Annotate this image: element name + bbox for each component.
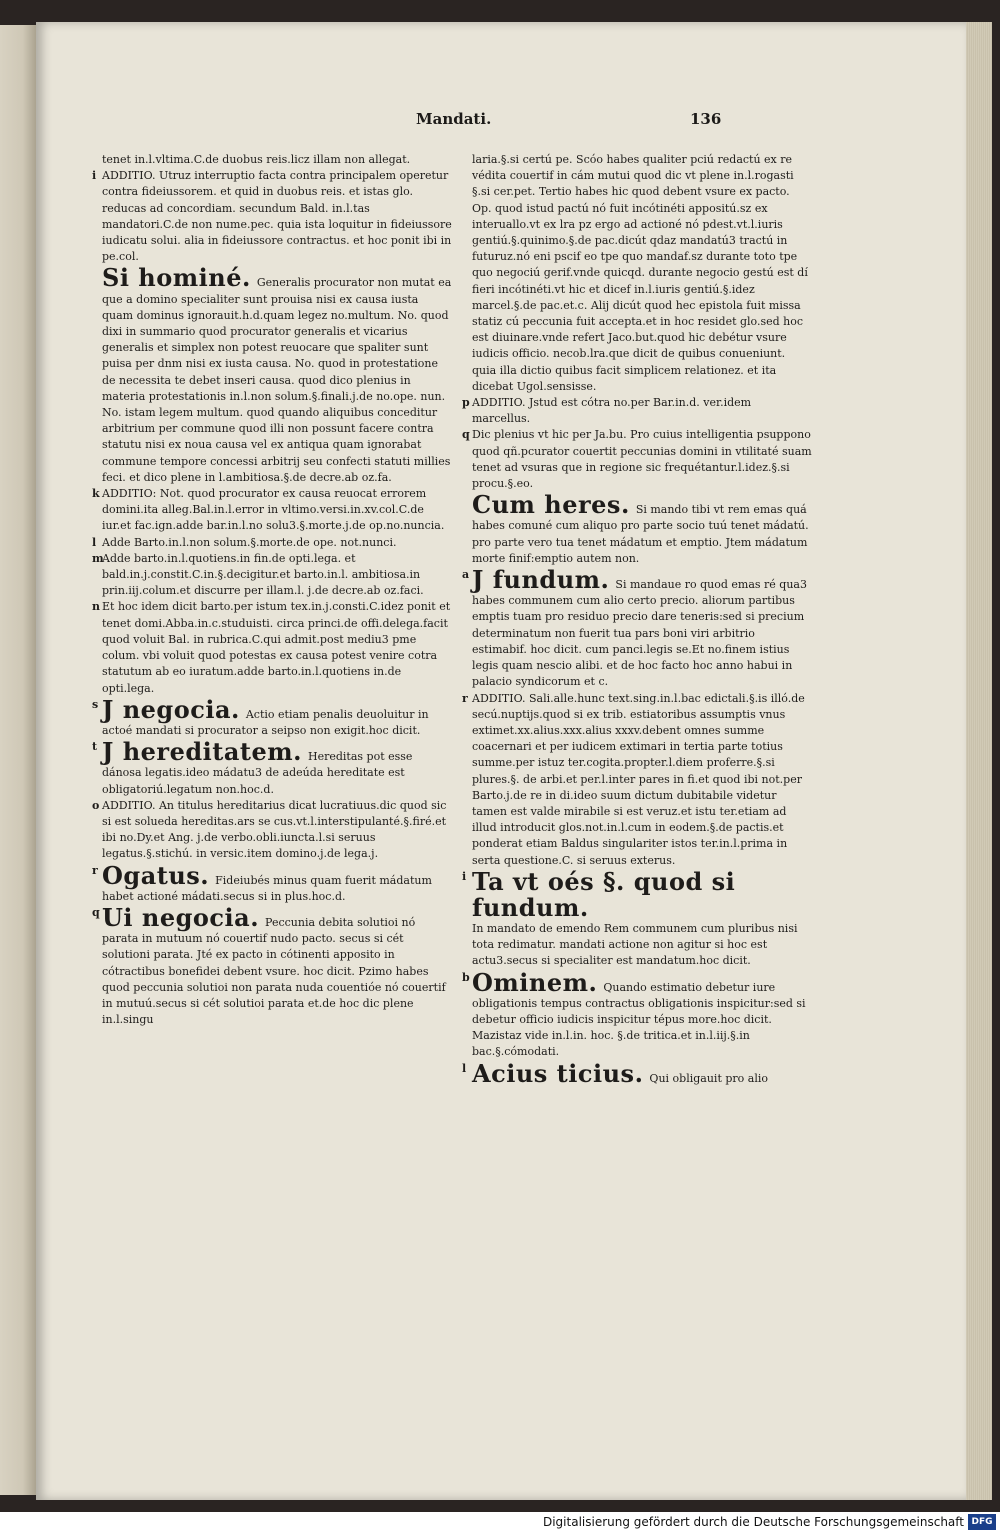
paragraph (462, 691, 812, 869)
right-text-column (462, 152, 812, 1088)
footer-credit: Digitalisierung gefördert durch die Deutsche Forschungsgemeinschaft (542, 1515, 964, 1529)
lemma-heading: Ui negocia. (102, 902, 260, 932)
book-page (36, 22, 966, 1500)
gloss-text: ADDITIO. Sali.alle.hunc text.sing.in.l.bac edictali.§.is illó.de secú.nuptijs.quod si ex trib. estiatoribus assumptis vnus extimet.xx.alius.xxx.alius xxxv.debent omnes summe coacernari et per iudicem extimari in tertia parte totius summe.per istuz ter.cogita.propter.l.diem proferre.§.si plures.§. de arbi.et per.l.inter pares in fi.et quod ibi not.per Barto.j.de re in di.ideo suum dictum dubitabile videtur tamen est valde mirabile si est veruz.et istu ter.etiam ad illud introducit glos.not.in.l.cum in eodem.§.de pactis.et ponderat etiam Baldus singulariter istos ter.in.l.prima in serta questione.C. si seruus exterus. (472, 691, 805, 867)
paragraph (472, 492, 812, 567)
gloss-text: Fideiubés minus quam fuerit mádatum habet actioné mádati.secus si in plus.hoc.d. (102, 873, 432, 903)
gloss-text: ADDITIO. An titulus hereditarius dicat lucratiuus.dic quod sic si est solueda hereditas.ars se cus.vt.l.interstipulanté.§.firé.et ibi no.Dy.et Ang. j.de verbo.obli.iuncta.l.si seruus legatus.§.stichú. in versic.item domino.j.de lega.j. (102, 798, 447, 861)
gloss-text: ADDITIO. Jstud est cótra no.per Bar.in.d. ver.idem marcellus. (472, 396, 752, 426)
gloss-text: Si mando tibi vt rem emas quá habes comuné cum aliquo pro parte socio tuú tenet mádatú. pro parte vero tua tenet mádatum et emptio. Jtem mádatum morte finif:emptio autem non. (472, 503, 809, 565)
lemma-heading: J negocia. (102, 694, 240, 724)
note-marker: l (462, 1061, 467, 1075)
gloss-text: laria.§.si certú pe. Scóo habes qualiter pciú redactú ex re védita couertif in cám mutui quod dic vt plene in.l.rogasti §.si cer.pet. Tertio habes hic quod debent vsure ex pacto. Op. quod istud pactú nó fuit incótinéti appositú.sz ex interuallo.vt ex lra pz ergo ad actioné nó pdest.vt.l.iuris gentiú.§.quinimo.§.de pac.dicút qdaz mandatú3 tractú in futuruz.nó eni pscif eo tpe quo mandaf.sz durante toto tpe quo negociú gerif.vnde quicqd. durante negocio gestú est dí fieri incótinéti.vt hic et dicef in.l.iuris gentiú.§.idez marcel.§.de pac.et.c. Alij dicút quod hec epistola fuit missa statiz cú peccunia fuit accepta.et in hoc residet glo.sed hoc est diuinare.vnde refert Jaco.but.quod hic debétur vsure iudicis officio. necob.lra.que dicit de quibus conueniunt. quia illa dictio quibus facit simplicem relationez. et ita dicebat Ugol.sensisse. (472, 153, 808, 393)
paragraph (92, 737, 452, 798)
paragraph (92, 551, 452, 600)
left-text-column (92, 152, 452, 1028)
adjacent-page-edge (0, 25, 38, 1495)
gloss-text: Generalis procurator non mutat ea que a domino specialiter sunt prouisa nisi ex causa iusta quam dominus ignorauit.h.d.quam legez no.multum. No. quod dixi in summario quod procurator generalis et vicarius generalis et simplex non potest reuocare que spaliter sunt puisa per dnm nisi ex iusta causa. No. quod in protestatione de necessita te debet inseri causa. quod dico plenius in materia protestationis in.l.non solum.§.finali.j.de no.ope. nun. No. istam legem multum. quod quando aliquibus conceditur arbitrium per commune quod illi non possunt facere contra statutu nisi ex noua causa vel ex antiqua quam ignorabat commune tempore concessi arbitrij seu confecti statuti millies feci. et dico plene in l.ambitiosa.§.de decre.ab oz.fa. (102, 276, 452, 484)
note-marker: m (92, 551, 104, 565)
note-marker: p (462, 396, 470, 410)
note-marker: s (92, 697, 99, 711)
gloss-text: ADDITIO: Not. quod procurator ex causa reuocat errorem domini.ita alleg.Bal.in.l.error in vltimo.versi.in.xv.col.C.de iur.et fac.ign.adde bar.in.l.no solu3.§.morte.j.de op.no.nuncia. (102, 487, 445, 533)
gloss-text: Qui obligauit pro alio (649, 1071, 768, 1085)
gloss-text: Hereditas pot esse dánosa legatis.ideo mádatu3 de adeúda hereditate est obligatoriú.legatum non.hoc.d. (102, 750, 413, 796)
note-marker: t (92, 740, 98, 754)
note-marker: r (462, 691, 468, 705)
note-marker: b (462, 970, 470, 984)
paragraph (462, 565, 812, 690)
gloss-text: Si mandaue ro quod emas ré qua3 habes communem cum alio certo precio. aliorum partibus emptis tuam pro residuo precio dare teneris:sed si precium determinatum non fuerit tua pars boni viri arbitrio estimabif. hoc dicit. cum panci.legis se.Et no.finem istius legis quam nescio alibi. et de hoc facto hoc anno habui in palacio syndicorum et c. (472, 578, 807, 689)
paragraph (462, 967, 812, 1061)
note-marker: q (462, 428, 470, 442)
gloss-text: Quando estimatio debetur iure obligationis tempus contractus obligationis inspicitur:sed si debetur officio iudicis inspicitur tépus more.hoc dicit. Mazistaz vide in.l.in. hoc. §.de tritica.et in.l.iij.§.in bac.§.cómodati. (472, 980, 806, 1059)
lemma-heading: Si hominé. (102, 263, 251, 293)
paragraph (92, 902, 452, 1028)
gloss-text: tenet in.l.vltima.C.de duobus reis.licz illam non allegat. (102, 153, 411, 166)
paragraph (92, 798, 452, 863)
paragraph (92, 486, 452, 535)
lemma-heading: J fundum. (472, 565, 610, 595)
lemma-heading: Ominem. (472, 967, 598, 997)
lemma-heading: Acius ticius. (472, 1058, 644, 1088)
dfg-logo: DFG (968, 1514, 996, 1530)
paragraph (92, 860, 452, 905)
lemma-heading: Ta vt oés §. quod si fundum. (472, 866, 736, 922)
running-title: Mandati. (416, 110, 492, 128)
note-marker: n (92, 600, 100, 614)
paragraph (462, 866, 812, 970)
gloss-text: ADDITIO. Utruz interruptio facta contra principalem operetur contra fideiussorem. et quid in duobus reis. et istas glo. reducas ad concordiam. secundum Bald. in.l.tas mandatori.C.de non nume.pec. quia ista loquitur in fideiussore iudicatu solui. alia in fideiussore contractus. et hoc ponit ibi in pe.col. (102, 169, 452, 264)
paragraph (472, 152, 812, 395)
folio-number: 136 (690, 110, 722, 128)
lemma-heading: Ogatus. (102, 860, 210, 890)
paragraph (92, 168, 452, 265)
paragraph (102, 265, 452, 486)
footer-bar (0, 1512, 1000, 1534)
lemma-heading: Cum heres. (472, 490, 630, 520)
note-marker: q (92, 905, 100, 919)
note-marker: a (462, 568, 470, 582)
note-marker: k (92, 487, 100, 501)
paragraph (462, 395, 812, 427)
note-marker: i (92, 169, 97, 183)
gloss-text: Adde Barto.in.l.non solum.§.morte.de ope. not.nunci. (102, 535, 397, 549)
gloss-text: Actio etiam penalis deuoluitur in actoé mandati si procurator a seipso non exigit.hoc dicit. (102, 707, 429, 737)
note-marker: i (462, 869, 467, 883)
gloss-text: Dic plenius vt hic per Ja.bu. Pro cuius intelligentia psuppono quod qñ.pcurator couertit peccunias domini in vtilitaté suam tenet ad vsuras que in regione sic frequétantur.l.idez.§.si procu.§.eo. (472, 428, 812, 491)
note-marker: l (92, 535, 97, 549)
gloss-text: Et hoc idem dicit barto.per istum tex.in.j.consti.C.idez ponit et tenet domi.Abba.in.c.studuisti. circa princi.de offi.delega.facit quod voluit Bal. in rubrica.C.qui admit.post mediu3 pme colum. vbi voluit quod potestas ex causa potest venire cotra statutum ab eo iuratum.adde barto.in.l.quotiens in.de opti.lega. (102, 600, 451, 695)
gloss-text: Adde barto.in.l.quotiens.in fin.de opti.lega. et bald.in.j.constit.C.in.§.decigitur.et barto.in.l. ambitiosa.in prin.iij.colum.et discurre per illam.l. j.de decre.ab oz.faci. (102, 551, 424, 598)
note-marker: o (92, 798, 100, 812)
gloss-text: Peccunia debita solutioi nó parata in mutuum nó couertif nudo pacto. secus si cét solutioni parata. Jté ex pacto in cótinenti apposito in cótractibus bonefidei debent vsure. hoc dicit. Pzimo habes quod peccunia solutioi non parata nuda couentióe nó couertif in mutuú.secus si cét solutioi parata et.de hoc dic plene in.l.singu (102, 915, 446, 1027)
page-stack-edge (962, 22, 992, 1500)
paragraph (102, 152, 452, 168)
paragraph (462, 1058, 812, 1088)
note-marker: r (92, 863, 98, 877)
paragraph (92, 599, 452, 696)
gloss-text: In mandato de emendo Rem communem cum pluribus nisi tota redimatur. mandati actione non agitur si hoc est actu3.secus si specialiter est mandatum.hoc dicit. (472, 921, 798, 968)
paragraph (92, 694, 452, 739)
lemma-heading: J hereditatem. (102, 737, 302, 767)
paragraph (462, 427, 812, 492)
paragraph (92, 535, 452, 551)
